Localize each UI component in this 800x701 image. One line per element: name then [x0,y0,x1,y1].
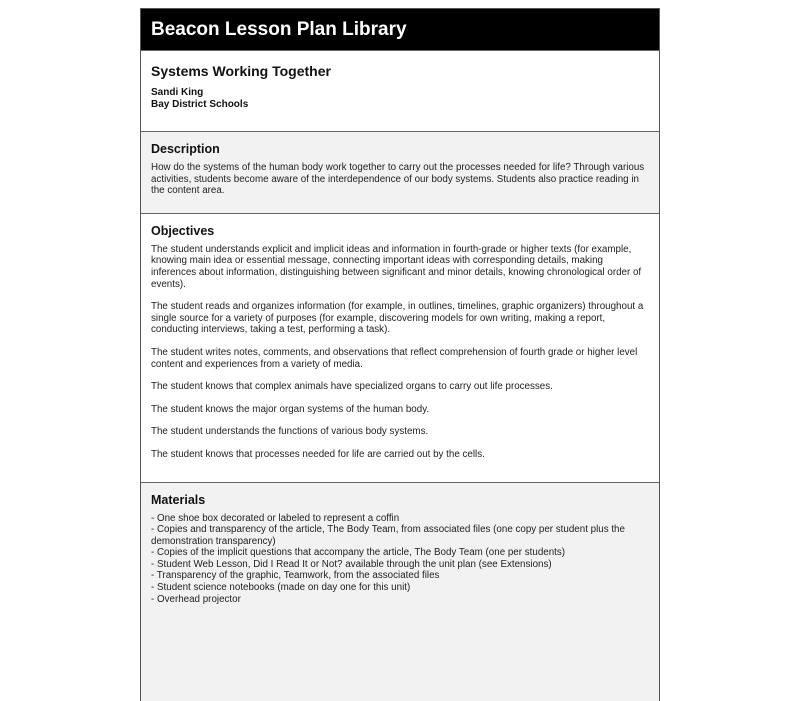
material-item: - Student science notebooks (made on day one for this unit) [151,582,411,594]
objectives-heading: Objectives [151,223,215,238]
site-header: Beacon Lesson Plan Library [141,9,659,50]
objective-item: The student writes notes, comments, and observations that reflect comprehension of fourth grade or higher level content and experiences from a variety of media. [151,346,638,370]
school-name: Bay District Schools [151,99,249,110]
objective-item: The student understands the functions of various body systems. [151,426,429,438]
material-item: - Student Web Lesson, Did I Read It or Not? available through the unit plan (see Extensions) [151,558,552,570]
author-name: Sandi King [151,87,204,98]
objective-item: The student reads and organizes information (for example, in outlines, timelines, graphic organizers) throughout a single source for a variety of purposes (for example, discovering models for own writing, making a report, conducting interviews, taking a test, performing a task). [151,301,644,336]
material-item: - Overhead projector [151,593,241,605]
objective-item: The student understands explicit and implicit ideas and information in fourth-grade or higher texts (for example, knowing main idea or essential message, connecting important ideas with corresponding details, making inferences about information, distinguishing between significant and minor details, knowing chronological order of events). [151,243,642,290]
materials-heading: Materials [151,492,206,507]
materials-section [141,482,659,701]
objective-item: The student knows the major organ systems of the human body. [151,403,430,415]
objective-item: The student knows that processes needed for life are carried out by the cells. [151,448,485,460]
lesson-page [140,8,660,701]
material-item: - One shoe box decorated or labeled to represent a coffin [151,512,400,524]
lesson-info [141,50,659,131]
description-heading: Description [151,142,220,156]
objective-item: The student knows that complex animals have specialized organs to carry out life processes. [151,381,553,393]
material-item: - Transparency of the graphic, Teamwork, from the associated files [151,570,440,582]
material-item: - Copies of the implicit questions that accompany the article, The Body Team (one per students) [151,547,566,559]
material-item: - Copies and transparency of the article, The Body Team, from associated files (one copy per student plus the demonstration transparency) [151,524,625,547]
objectives-section [141,213,659,482]
lesson-title: Systems Working Together [151,63,331,79]
description-text: How do the systems of the human body work together to carry out the processes needed for life? Through various activities, students become aware of the interdependence of our body systems. Students also practice reading in the content area. [151,162,645,197]
description-section [141,131,659,213]
